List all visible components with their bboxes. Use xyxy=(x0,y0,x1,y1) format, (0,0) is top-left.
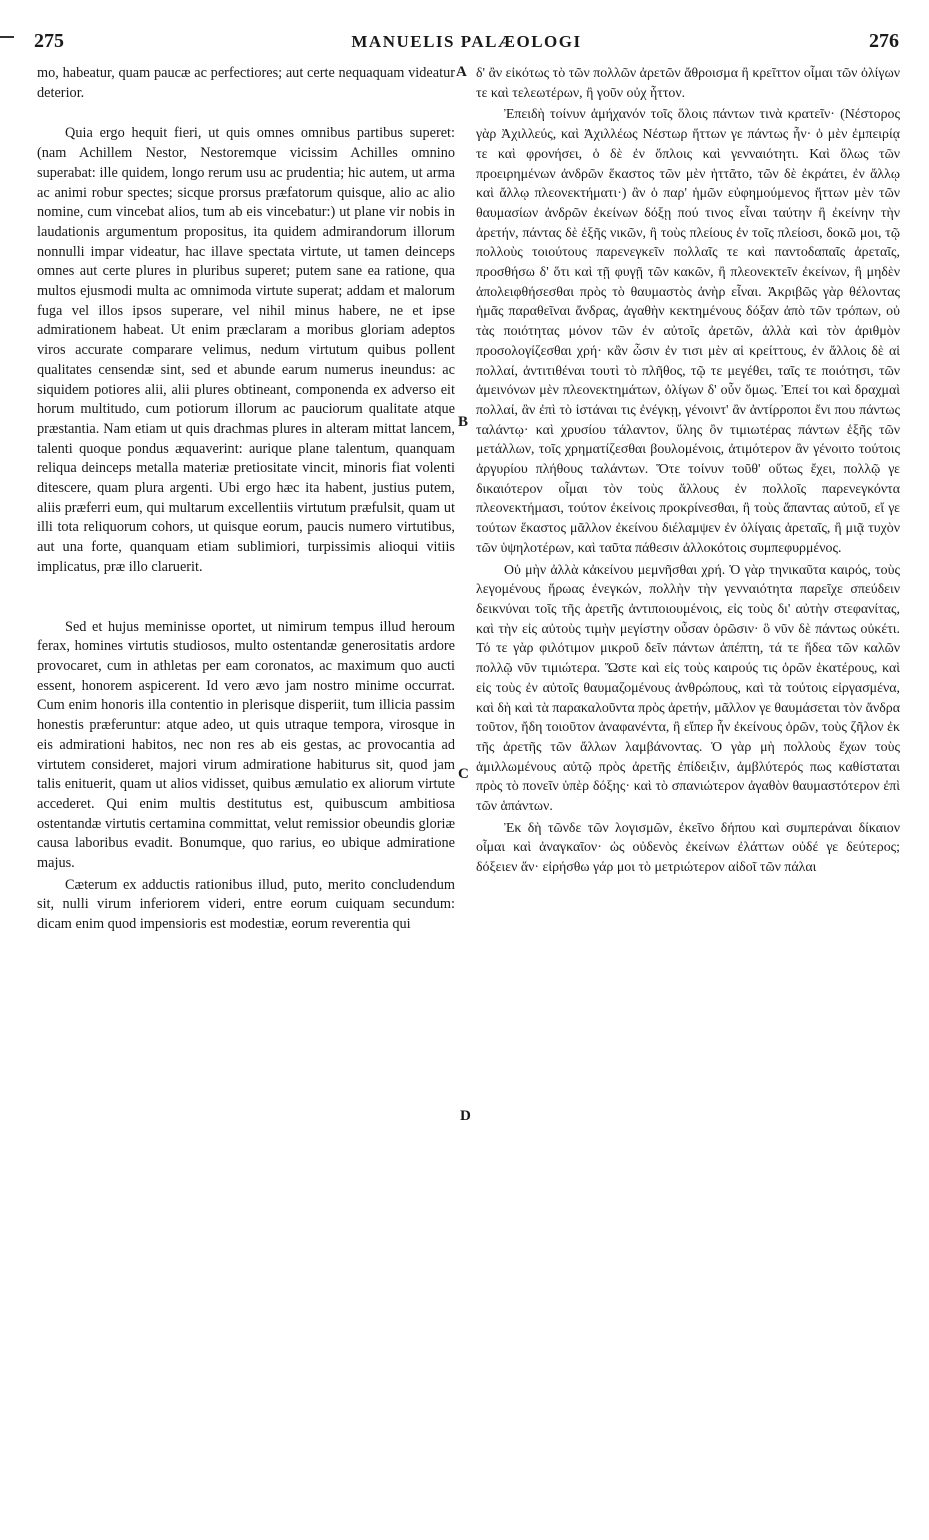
latin-column xyxy=(37,64,455,935)
latin-paragraph: Quia ergo hequit fieri, ut quis omnes omnibus partibus superet: (nam Achillem Nestor, Nestoremque vicissim Achilles omnino superabat: ille quidem, longo rerum usu ac prudentia; hic autem, ut arma ac animi robur spectes; sicque prorsus præfatorum quisque, alio ac alio nomine, cum vincebat alios, tum ab eis vincebatur:) ut plane vir nobis in laudationis argumentum propositus, ita quidem admirandorum illorum nonnulli impar videatur, hac illave spectata virtute, ut tamen deinceps omnes aut certe plures in pluribus superet; putem sane ea ratione, qua multos ejusmodi multa ac omnimoda virtute superat; addam et malorum fuga vel illos ipsos superare, vel nihil minus habere, ne et ipse admirationem habeat. Ut enim præclaram a moribus gloriam adeptos viros accurate comparare velimus, nedum virtutum quibus pollent qualitates censendæ sint, sed et abunde earum numerus ineundus: ac siquidem potiores alii, alii plures obtineant, componenda ex adverso eit horum multitudo, cum potiorum illorum ac pauciorum qualitate atque præstantia. Nam etiam ut quis drachmas plures in alteram mittat lancem, talenti quoque pondus æquaverint: aurique plane talentum, quanquam reliqua deinceps metalla materiæ pretiositate vincit, minoris fiat volenti ditescere, quam plura argenti. Ubi ergo hæc ita habent, justius putem, aliis præferri eum, qui multarum excellentiis virtutum præfulsit, quam ut illi tota reliquorum cohors, ut quisque eorum, paucis numero virtutibus, aut una forte, quanquam etiam sublimiori, turpissimis alioqui vitiis implicatus, præ illo claruerit. xyxy=(37,125,455,575)
page-number-right: 276 xyxy=(869,30,899,52)
latin-paragraph: mo, habeatur, quam paucæ ac perfectiores; aut certe nequaquam videatur deterior. xyxy=(37,65,455,101)
section-marker-c: C xyxy=(458,766,469,782)
page-header xyxy=(34,30,899,56)
page-number-left: 275 xyxy=(34,30,64,52)
greek-paragraph: δ' ἂν εἰκότως τὸ τῶν πολλῶν ἀρετῶν ἄθροισμα ἢ κρεῖττον οἶμαι τῶν ὀλίγων τε καὶ τελεωτέρων, ἢ γοῦν οὐχ ἧττον. xyxy=(476,66,900,101)
section-marker-d: D xyxy=(460,1108,471,1124)
greek-column xyxy=(476,64,900,878)
section-marker-a: A xyxy=(456,64,467,80)
greek-paragraph: Ἐκ δὴ τῶνδε τῶν λογισμῶν, ἐκεῖνο δήπου καὶ συμπεράναι δίκαιον οἶμαι καὶ ἀναγκαῖον· ὡς οὐδενὸς ἐκείνων ἐλάττων οὐδέ γε δεύτερος; δόξειεν ἄν· εἰρήσθω γάρ μοι τὸ μετριώτερον αἰδοῖ τῶν πάλαι xyxy=(476,820,900,876)
latin-paragraph: Sed et hujus meminisse oportet, ut nimirum tempus illud heroum ferax, homines virtutis studiosos, multo ostentandæ generositatis ardore provocaret, cum in athletas per eam coronatos, ac maximum quo aucti essent, honorem aspicerent. Id vero ævo jam nostro minime occurrat. Cum enim honoris illa contentio in plerisque disperiit, tum illicia passim honestis præferuntur: atque adeo, ut quis utraque tempora, virosque in eis admirationi habitos, nec non res ab eis gestas, ac provocantia ad virtutem consideret, majori virum admiratione habiturus sit, quod jam talis enituerit, quam ut alios vidisset, quibus æmulatio ex aliorum virtute accederet. Qui enim multis destitutus est, quibuscum ambitiosa ostentandæ virtutis certamina committat, velut remissior obeundis gloriæ causa laboribus evadit. Bonumque, quo rarius, eo ubique admiratione majus. xyxy=(37,618,455,872)
latin-paragraph: Cæterum ex adductis rationibus illud, puto, merito concludendum sit, nulli virum inferiorem videri, entre eorum cuiquam secundum: dicam enim quod impensioris est modestiæ, eorum reverentia qui xyxy=(37,876,455,933)
running-title: MANUELIS PALÆOLOGI xyxy=(351,32,582,51)
section-marker-b: B xyxy=(458,414,469,430)
margin-mark xyxy=(0,36,14,38)
greek-paragraph: Οὐ μὴν ἀλλὰ κἀκείνου μεμνῆσθαι χρή. Ὁ γὰρ τηνικαῦτα καιρός, τοὺς λεγομένους ἥρωας ἐνεγκών, πολλὴν τὴν γενναιότητα παρεῖχε σπεύδειν δεικνύναι τοῖς τῆς ἀρετῆς ἀντιποιουμένοις, εἰς τοὺς δι' αὐτὴν στεφανίτας, καὶ τὴν εἰς αὐτοὺς τιμὴν μεγίστην οὖσαν ὁρῶσιν· ὃ νῦν δὲ πάντως οὐκέτι. Τό τε γὰρ φιλότιμον μικροῦ δεῖν πάντων ἀπέπτη, τά τε ἥδεα τῶν καλῶν πολλῷ νῦν τιμιώτερα. Ὥστε καὶ εἰς τοὺς καιρούς τις ὁρῶν ἑκατέρους, καὶ εἰς τοὺς ἐν αὐτοῖς θαυμαζομένους ἀνθρώπους, καὶ τὰ τούτοις εἰργασμένα, καὶ δὴ καὶ τὰ παρακαλοῦντα πρὸς ἀρετήν, μᾶλλον γε θαυμάσεται τὸν ἄνδρα τοῦτον, ἤδη τοιοῦτον ἀναφανέντα, ἢ εἴπερ ἦν ἐκείνους ὁρῶν, τοὺς ζῆλον ἐκ τῆς ἀρετῆς τῶν ἄλλων λαμβάνοντας. Ὁ γὰρ μὴ πολλοὺς ἔχων τοὺς ἁμιλλωμένους αὐτῷ πρὸς ἀρετῆς ἐπίδειξιν, ἀμβλύτερός πως καθίσταται πρὸς τὸ πονεῖν ὑπὲρ δόξης· καὶ τὸ σπανιώτερον ἀγαθὸν θαυμαστότερον ἐπὶ τῶν ἁπάντων. xyxy=(476,562,900,815)
greek-paragraph: Ἐπειδὴ τοίνυν ἀμήχανόν τοῖς ὅλοις πάντων τινὰ κρατεῖν· (Νέστορος γὰρ Ἀχιλλεύς, καὶ Ἀχιλλέως Νέστωρ ἥττων γε πάντως ἦν· ὁ μὲν ἐμπειρίᾳ τε καὶ φρονήσει, ὁ δὲ ἐν ὅπλοις καὶ γενναιότητι. Καὶ ὅλως τῶν προειρημένων ἀνδρῶν ἕκαστος τῶν μὲν ἡττᾶτο, τῶν δὲ ἐκράτει, ἐν ἄλλῳ καὶ ἄλλῳ πλεονεκτήματι·) ἂν ὁ παρ' ἡμῶν εὐφημούμενος ἥττων μὲν τῶν θαυμασίων ἀνδρῶν ἐκείνων δόξῃ πού τινος εἶναι ταύτην ἢ ἐκείνην τὴν ἀρετήν, πάντας δὲ ἑξῆς νικῶν, ἢ τοὺς πλείους ἐν τοῖς πλείοσι, δοκῶ μοι, τῷ πολλοὺς τοιούτους παρενεγκεῖν πολλαῖς τε καὶ παντοδαπαῖς ἀρεταῖς, προσθήσω δ' ὅτι καὶ τῇ φυγῇ τῶν κακῶν, ἢ πλεονεκτεῖν ἐκείνων, ἢ μηδὲν ἀπολειφθήσεσθαι πρὸς τὸ θαυμαστὸς ἀνὴρ εἶναι. Ἀκριβῶς γὰρ θέλοντας ἡμᾶς παραθεῖναι ἄνδρας, ἀγαθὴν κεκτημένους δόξαν ἀπὸ τῶν τρόπων, οὐ τὰς ποιότητας μόνον τῶν ἐν αὐτοῖς ἀρετῶν, ἀλλὰ καὶ τὸν ἀριθμὸν προσολογίζεσθαι χρή· κἂν ὦσιν ἐν τισι μὲν αἱ κρείττους, ἐν ἄλλοις δὲ αἱ πολλαί, ἀντιτιθέναι τουτὶ τὸ πλῆθος, τῷ τε μεγέθει, ταῖς τε ποιότησι, τῶν ἀμεινόνων μὲν πλεονεκτημάτων, ὀλίγων δ' οὖν ὅμως. Ἐπεί τοι καὶ δραχμαὶ πολλαί, ἂν ἐπὶ τὸ ἱστάναι τις ἐνέγκῃ, γένοιντ' ἂν ἀντίρροποι ἔνι που πάντως ταλάντῳ· καὶ χρυσίου τάλαντον, ὕλης ὂν τιμιωτέρας πάντων ἑξῆς τῶν μετάλλων, τοῖς χρηματίζεσθαι βουλομένοις, ἀτιμότερον ἂν γένοιτο τούτοις ἀργυρίου πλήθους ταλάντων. Ὅτε τοίνυν τοῦθ' οὕτως ἔχει, πολλῷ γε δικαιότερον οἶμαι τὸν τοὺς ἄλλους ἐν πολλοῖς παρενεγκόντα πλεονεκτήμασι, τούτον ἐκείνοις προκρίνεσθαι, ἢ τοὺς ἅπαντας αὐτοῦ, εἴ γε τούτων ἕκαστος μᾶλλον ἐκείνου διέλαμψεν ἐν ὀλίγαις ἀρεταῖς, ἢ μιᾷ τυχὸν τῶν ὑψηλοτέρων, καὶ ταῦτα πάθεσιν ἀλλοκότοις συμπεφυρμένος. xyxy=(476,107,900,556)
